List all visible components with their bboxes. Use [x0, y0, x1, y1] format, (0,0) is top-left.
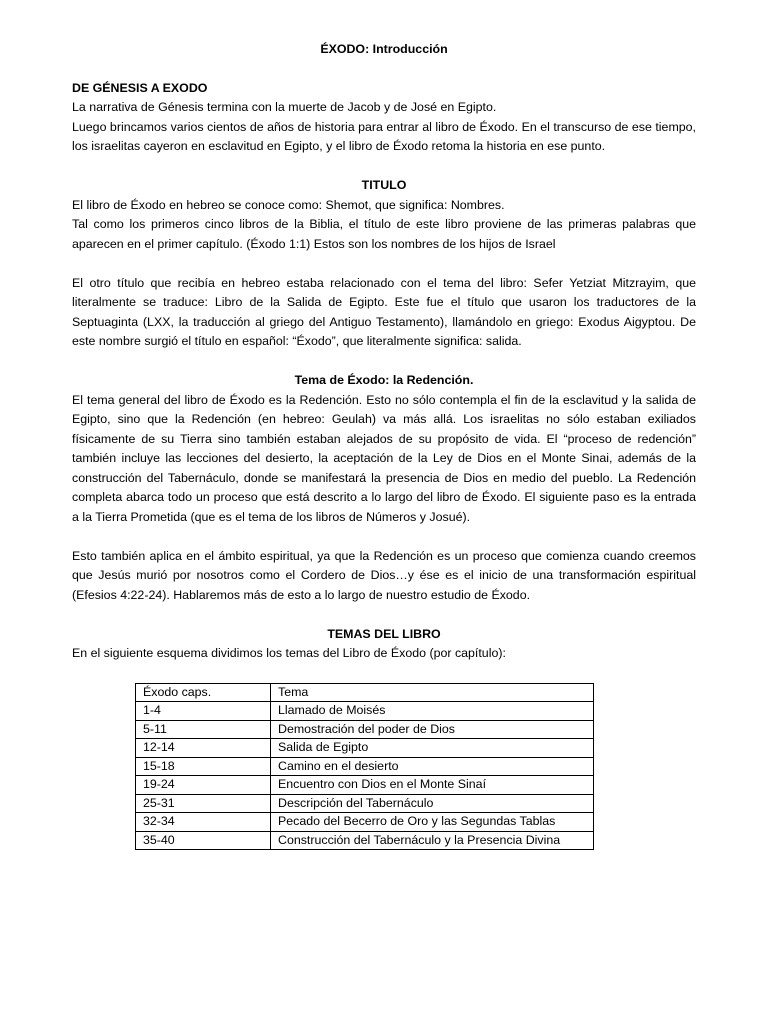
- paragraph: Luego brincamos varios cientos de años de historia para entrar al libro de Éxodo. En el transcurso de ese tiempo, los israelitas cayeron en esclavitud en Egipto, y el libro de Éxodo retoma la historia en ese punto.: [72, 119, 696, 153]
- table-cell: 32-34: [136, 813, 271, 832]
- table-cell: 5-11: [136, 720, 271, 739]
- paragraph: El libro de Éxodo en hebreo se conoce como: Shemot, que significa: Nombres.: [72, 197, 505, 212]
- table-row: [136, 813, 594, 832]
- table-cell: 1-4: [136, 702, 271, 721]
- table-cell: 19-24: [136, 776, 271, 795]
- table-cell: Descripción del Tabernáculo: [271, 794, 594, 813]
- table-row: [136, 831, 594, 850]
- paragraph: Tal como los primeros cinco libros de la Biblia, el título de este libro proviene de las primeras palabras que aparecen en el primer capítulo. (Éxodo 1:1) Estos son los nombres de los hijos de Israel: [72, 217, 696, 251]
- table-header-row: [136, 683, 594, 702]
- table-cell: 25-31: [136, 794, 271, 813]
- paragraph: El otro título que recibía en hebreo estaba relacionado con el tema del libro: Sefer Yetziat Mitzrayim, que literalmente se traduce: Libro de la Salida de Egipto. Este fue el título que usaron los traductores de la Septuaginta (LXX, la traducción al griego del Antiguo Testamento), llamándolo en griego: Exodus Aigyptou. De este nombre surgió el título en español: “Éxodo”, que literalmente significa: salida.: [72, 275, 696, 348]
- table-cell: Encuentro con Dios en el Monte Sinaí: [271, 776, 594, 795]
- section-heading: DE GÉNESIS A EXODO: [72, 80, 208, 95]
- section-temas-del-libro: [72, 625, 696, 664]
- table-cell: Salida de Egipto: [271, 739, 594, 758]
- paragraph: En el siguiente esquema dividimos los temas del Libro de Éxodo (por capítulo):: [72, 646, 506, 660]
- section-genesis-a-exodo: [72, 79, 696, 157]
- table-cell: 35-40: [136, 831, 271, 850]
- table-cell: 15-18: [136, 757, 271, 776]
- section-tema: [72, 371, 696, 605]
- section-heading: TITULO: [361, 178, 407, 192]
- document-title: ÉXODO: Introducción: [320, 42, 448, 56]
- document-page: [72, 40, 696, 850]
- table-cell: Pecado del Becerro de Oro y las Segundas Tablas: [271, 813, 594, 832]
- paragraph: El tema general del libro de Éxodo es la Redención. Esto no sólo contempla el fin de la esclavitud y la salida de Egipto, sino que la Redención (en hebreo: Geulah) va más allá. Los israelitas no sólo estaban exiliados físicamente de su Tierra sino también estaban alejados de su propósito de vida. El “proceso de redención” también incluye las lecciones del desierto, la aceptación de la Ley de Dios en el Monte Sinai, además de la construcción del Tabernáculo, donde se manifestará la presencia de Dios en medio del pueblo. La Redención completa abarca todo un proceso que está descrito a lo largo del libro de Éxodo. El siguiente paso es la entrada a la Tierra Prometida (que es el tema de los libros de Números y Josué).: [72, 392, 696, 524]
- table-row: [136, 757, 594, 776]
- table-cell: Demostración del poder de Dios: [271, 720, 594, 739]
- table-cell: Camino en el desierto: [271, 757, 594, 776]
- paragraph: La narrativa de Génesis termina con la muerte de Jacob y de José en Egipto.: [72, 100, 497, 114]
- table-row: [136, 794, 594, 813]
- table-row: [136, 739, 594, 758]
- table-row: [136, 702, 594, 721]
- section-heading: Tema de Éxodo: la Redención.: [294, 373, 474, 387]
- table-cell: 12-14: [136, 739, 271, 758]
- table-header-cell: Tema: [271, 683, 594, 702]
- themes-table: [135, 683, 594, 851]
- table-cell: Construcción del Tabernáculo y la Presencia Divina: [271, 831, 594, 850]
- table-header-cell: Éxodo caps.: [136, 683, 271, 702]
- section-titulo: [72, 176, 696, 352]
- paragraph: Esto también aplica en el ámbito espiritual, ya que la Redención es un proceso que comienza cuando creemos que Jesús murió por nosotros como el Cordero de Dios…y ése es el inicio de una transformación espiritual (Efesios 4:22-24). Hablaremos más de esto a lo largo de nuestro estudio de Éxodo.: [72, 548, 696, 602]
- table-cell: Llamado de Moisés: [271, 702, 594, 721]
- table-row: [136, 720, 594, 739]
- section-heading: TEMAS DEL LIBRO: [327, 626, 441, 641]
- table-row: [136, 776, 594, 795]
